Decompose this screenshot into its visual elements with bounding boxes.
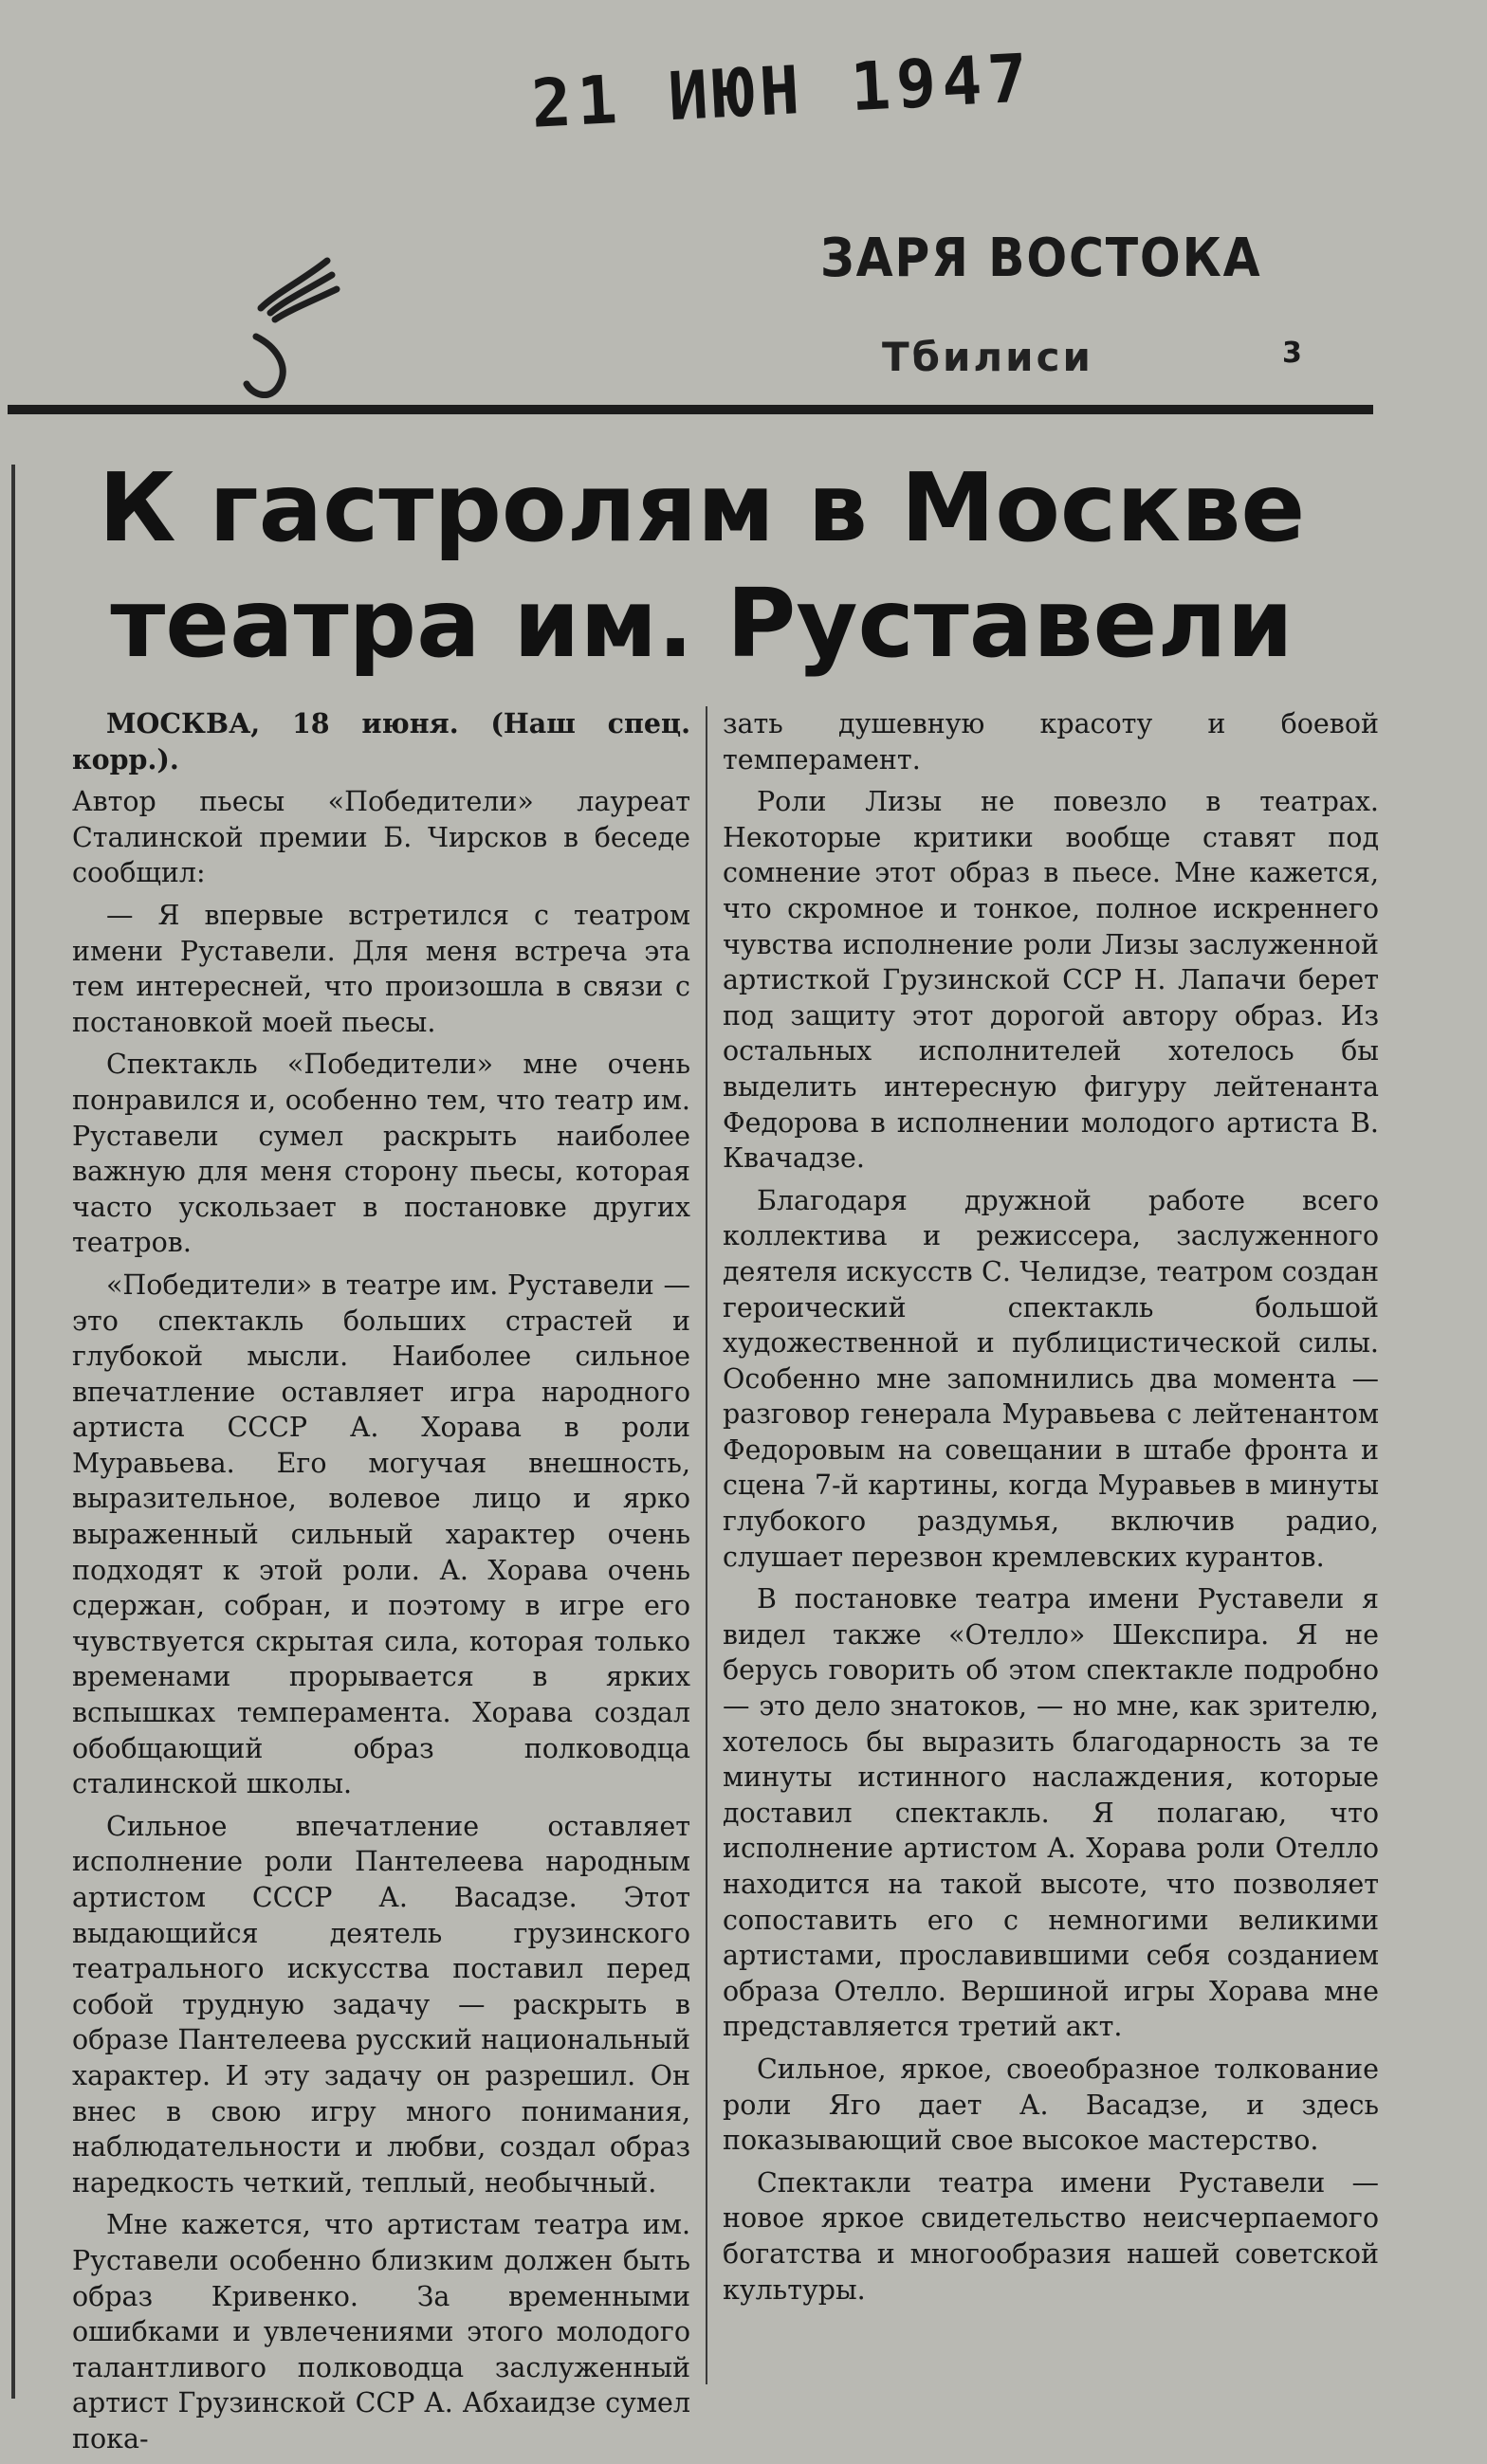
paragraph: «Победители» в театре им. Руставели — это спектакль больших страстей и глубокой мысли. Наиболее сильное впечатление оставляет игра народного артиста СССР А. Хорава в роли Муравьева. Его могучая внешность, выразительное, волевое лицо и ярко выраженный сильный характер очень подходят к этой роли. А. Хорава очень сдержан, собран, и поэтому в игре его чувствуется скрытая сила, которая только временами прорывается в ярких вспышках темперамента. Хорава создал обобщающий образ полководца сталинской школы. [72, 1269, 690, 1800]
paragraph: Благодаря дружной работе всего коллектива и режиссера, заслуженного деятеля искусств С. Челидзе, театром создан героический спектакль большой художественной и публицистической силы. Особенно мне запомнились два момента — разговор генерала Муравьева с лейтенантом Федоровым на совещании в штабе фронта и сцена 7-й картины, когда Муравьев в минуты глубокого раздумья, включив радио, слушает перезвон кремлевских курантов. [723, 1184, 1379, 1573]
article-headline [38, 450, 1366, 682]
dateline: МОСКВА, 18 июня. (Наш спец. корр.). [72, 707, 690, 776]
paragraph: Мне кажется, что артистам театра им. Руставели особенно близким должен быть образ Кривенко. За временными ошибками и увлечениями этого молодого талантливого полководца заслуженный артист Грузинской ССР А. Абхаидзе сумел пока- [72, 2209, 690, 2455]
paragraph: В постановке театра имени Руставели я видел также «Отелло» Шекспира. Я не берусь говорить об этом спектакле подробно — это дело знатоков, — но мне, как зрителю, хотелось бы выразить благодарность за те минуты истинного наслаждения, которые доставил спектакль. Я полагаю, что исполнение артистом А. Хорава роли Отелло находится на такой высоте, что позволяет сопоставить его с немногими великими артистами, прославившими себя созданием образа Отелло. Вершиной игры Хорава мне представляется третий акт. [723, 1583, 1379, 2043]
column-divider [706, 706, 707, 2384]
city-label: Тбилиси [882, 334, 1093, 380]
article-left-column [72, 706, 690, 2464]
headline-line-1: К гастролям в Москве [98, 452, 1306, 563]
date-stamp: 21 ИЮН 1947 [529, 39, 1036, 143]
paragraph: Спектакль «Победители» мне очень понравился и, особенно тем, что театр им. Руставели сумел раскрыть наиболее важную для меня сторону пьесы, которая часто ускользает в постановке других театров. [72, 1049, 690, 1259]
paragraph: Автор пьесы «Победители» лауреат Сталинской премии Б. Чирсков в беседе сообщил: [72, 786, 690, 889]
header-rule [8, 405, 1373, 414]
newspaper-masthead: ЗАРЯ ВОСТОКА [820, 228, 1262, 289]
page-number: 3 [1282, 337, 1302, 370]
paragraph: — Я впервые встретился с театром имени Руставели. Для меня встреча эта тем интересней, что произошла в связи с постановкой моей пьесы. [72, 899, 690, 1038]
paragraph: Роли Лизы не повезло в театрах. Некоторые критики вообще ставят под сомнение этот образ в пьесе. Мне кажется, что скромное и тонкое, полное искреннего чувства исполнение роли Лизы заслуженной артисткой Грузинской ССР Н. Лапачи берет под защиту этот дорогой автору образ. Из остальных исполнителей хотелось бы выделить интересную фигуру лейтенанта Федорова в исполнении молодого артиста В. Квачадзе. [723, 786, 1379, 1175]
headline-line-2: театра им. Руставели [110, 568, 1294, 679]
article-right-column [723, 706, 1379, 2314]
paragraph: Спектакли театра имени Руставели — новое яркое свидетельство неисчерпаемого богатства и многообразия нашей советской культуры. [723, 2166, 1379, 2306]
paragraph: Сильное, яркое, своеобразное толкование роли Яго дает А. Васадзе, и здесь показывающий свое высокое мастерство. [723, 2053, 1379, 2157]
handwritten-mark-icon [237, 242, 379, 412]
clipping-left-edge [11, 465, 15, 2399]
paragraph: зать душевную красоту и боевой темперамент. [723, 708, 1379, 776]
paragraph: Сильное впечатление оставляет исполнение роли Пантелеева народным артистом СССР А. Васадзе. Этот выдающийся деятель грузинского театрального искусства поставил перед собой трудную задачу — раскрыть в образе Пантелеева русский национальный характер. И эту задачу он разрешил. Он внес в свою игру много понимания, наблюдательности и любви, создал образ наредкость четкий, теплый, необычный. [72, 1810, 690, 2199]
